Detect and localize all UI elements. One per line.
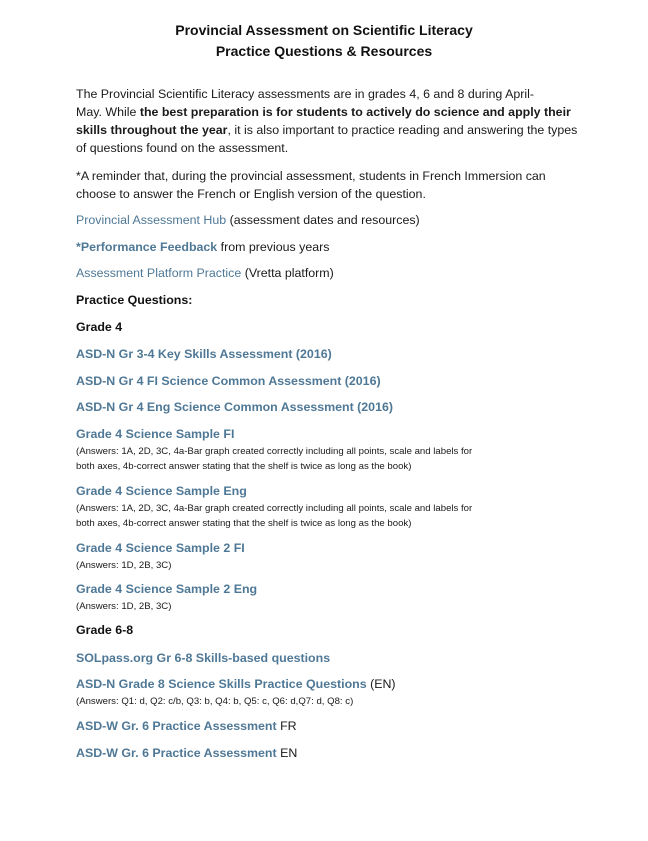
grade68-item: ASD-N Grade 8 Science Skills Practice Questions (EN) <box>76 677 396 691</box>
asdn-eng-common-assessment-link[interactable]: ASD-N Gr 4 Eng Science Common Assessment (2016) <box>76 400 393 414</box>
answer-note: (Answers: 1D, 2B, 3C) <box>76 560 172 571</box>
asdw-gr6-practice-fr-link[interactable]: ASD-W Gr. 6 Practice Assessment <box>76 719 277 733</box>
intro-line-4: of questions found on the assessment. <box>76 141 289 155</box>
grade4-item <box>76 540 245 556</box>
grade4-sample2-eng-link[interactable]: Grade 4 Science Sample 2 Eng <box>76 582 258 596</box>
grade4-sample-fi-link[interactable]: Grade 4 Science Sample FI <box>76 427 235 441</box>
intro-emphasis-1: the best preparation is for students to actively do science and apply their <box>139 105 571 119</box>
resource-row-platform: Assessment Platform Practice (Vretta platform) <box>76 266 334 280</box>
grade4-item <box>76 373 381 389</box>
grade4-sample2-fi-link[interactable]: Grade 4 Science Sample 2 FI <box>76 541 245 555</box>
intro-line-1: The Provincial Scientific Literacy assessments are in grades 4, 6 and 8 during April- <box>76 87 534 101</box>
answer-note: (Answers: 1A, 2D, 3C, 4a-Bar graph created correctly including all points, scale and labels for both axes, 4b-correct answer stating that the shelf is twice as long as the book) <box>76 446 473 472</box>
asdn-key-skills-link[interactable]: ASD-N Gr 3-4 Key Skills Assessment (2016) <box>76 347 332 361</box>
grade68-item: ASD-W Gr. 6 Practice Assessment FR <box>76 719 297 733</box>
grade68-heading: Grade 6-8 <box>76 623 134 637</box>
asdn-fi-common-assessment-link[interactable]: ASD-N Gr 4 FI Science Common Assessment (2016) <box>76 374 381 388</box>
grade68-item: ASD-W Gr. 6 Practice Assessment EN <box>76 746 298 760</box>
intro-paragraph <box>76 85 586 157</box>
performance-feedback-link[interactable]: *Performance Feedback <box>76 240 218 254</box>
intro-line-3: skills throughout the year, it is also important to practice reading and answering the types <box>76 123 578 137</box>
grade4-item <box>76 346 332 362</box>
grade4-item <box>76 399 393 415</box>
solpass-link[interactable]: SOLpass.org Gr 6-8 Skills-based questions <box>76 651 331 665</box>
page-subtitle: Practice Questions & Resources <box>215 43 433 59</box>
reminder-line-2: choose to answer the French or English version of the question. <box>76 187 426 201</box>
resource-row-feedback: *Performance Feedback from previous years <box>76 240 330 254</box>
assessment-hub-link[interactable]: Provincial Assessment Hub <box>76 213 227 227</box>
grade4-sample-eng-link[interactable]: Grade 4 Science Sample Eng <box>76 484 247 498</box>
platform-practice-link[interactable]: Assessment Platform Practice <box>76 266 242 280</box>
answer-note: (Answers: 1D, 2B, 3C) <box>76 601 172 612</box>
page-title: Provincial Assessment on Scientific Literacy <box>175 22 473 38</box>
grade4-item <box>76 581 257 597</box>
grade4-item <box>76 426 234 442</box>
resource-row-hub: Provincial Assessment Hub (assessment dates and resources) <box>76 213 420 227</box>
asdw-gr6-practice-en-link[interactable]: ASD-W Gr. 6 Practice Assessment <box>76 746 277 760</box>
practice-questions-heading: Practice Questions: <box>76 293 193 307</box>
intro-emphasis-2: skills throughout the year <box>76 123 228 137</box>
grade68-item <box>76 650 330 666</box>
grade4-item <box>76 483 247 499</box>
intro-line-2: May. While the best preparation is for students to actively do science and apply their <box>76 105 571 119</box>
answer-note: (Answers: Q1: d, Q2: c/b, Q3: b, Q4: b, Q5: c, Q6: d,Q7: d, Q8: c) <box>76 696 354 707</box>
reminder-paragraph <box>76 167 586 203</box>
asdn-grade8-practice-link[interactable]: ASD-N Grade 8 Science Skills Practice Questions <box>76 677 367 691</box>
answer-note: (Answers: 1A, 2D, 3C, 4a-Bar graph created correctly including all points, scale and labels for both axes, 4b-correct answer stating that the shelf is twice as long as the book) <box>76 503 473 529</box>
grade4-heading: Grade 4 <box>76 320 123 334</box>
reminder-line-1: *A reminder that, during the provincial assessment, students in French Immersion can <box>76 169 546 183</box>
